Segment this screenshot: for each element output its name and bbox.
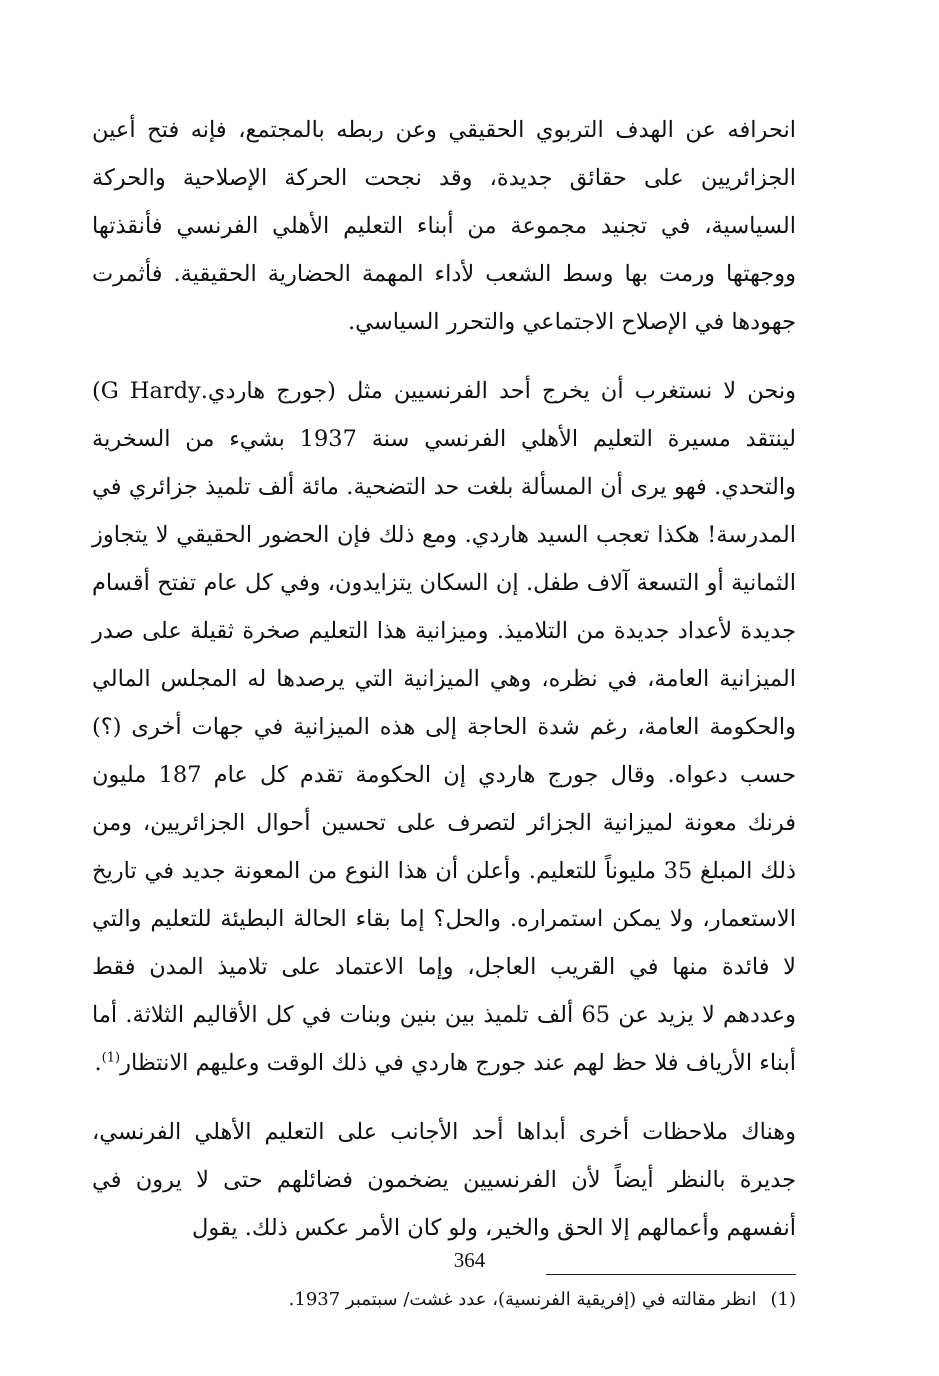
page-body xyxy=(92,92,797,1310)
footnote-text: انظر مقالته في (إفريقية الفرنسية)، عدد غشت/ سبتمبر 1937. xyxy=(288,1289,757,1310)
footnote xyxy=(92,1285,796,1315)
page-number: 364 xyxy=(453,1248,486,1272)
footnote-reference: (1) xyxy=(101,1050,121,1066)
paragraph-1: انحرافه عن الهدف التربوي الحقيقي وعن ربطه بالمجتمع، فإنه فتح أعين الجزائريين على حقائق جديدة، وقد نجحت الحركة الإصلاحية والحركة السياسية، في تجنيد مجموعة من أبناء التعليم الأهلي الفرنسي فأنقذتها ووجهتها ورمت بها وسط الشعب لأداء المهمة الحضارية الحقيقية. فأثمرت جهودها في الإصلاح الاجتماعي والتحرر السياسي. xyxy=(92,117,796,335)
paragraph-2 xyxy=(92,367,796,1087)
footnote-number: (1) xyxy=(770,1289,796,1310)
paragraph-2-end: . xyxy=(94,1050,102,1076)
paragraph-3: وهناك ملاحظات أخرى أبداها أحد الأجانب على التعليم الأهلي الفرنسي، جديرة بالنظر أيضاً لأن الفرنسيين يضخمون فضائلهم حتى لا يرون في أنفسهم وأعمالهم إلا الحق والخير، ولو كان الأمر عكس ذلك. يقول xyxy=(92,1119,796,1241)
paragraph-2-text: ونحن لا نستغرب أن يخرج أحد الفرنسيين مثل (جورج هاردي.G Hardy) لينتقد مسيرة التعليم الأهلي الفرنسي سنة 1937 بشيء من السخرية والتحدي. فهو يرى أن المسألة بلغت حد التضحية. مائة ألف تلميذ جزائري في المدرسة! هكذا تعجب السيد هاردي. ومع ذلك فإن الحضور الحقيقي لا يتجاوز الثمانية أو التسعة آلاف طفل. إن السكان يتزايدون، وفي كل عام تفتح أقسام جديدة لأعداد جديدة من التلاميذ. وميزانية هذا التعليم صخرة ثقيلة على صدر الميزانية العامة، في نظره، وهي الميزانية التي يرصدها له المجلس المالي والحكومة العامة، رغم شدة الحاجة إلى هذه الميزانية في جهات أخرى (؟) حسب دعواه. وقال جورج هاردي إن الحكومة تقدم كل عام 187 مليون فرنك معونة لميزانية الجزائر لتصرف على تحسين أحوال الجزائريين، ومن ذلك المبلغ 35 مليوناً للتعليم. وأعلن أن هذا النوع من المعونة جديد في تاريخ الاستعمار، ولا يمكن استمراره. والحل؟ إما بقاء الحالة البطيئة للتعليم والتي لا فائدة منها في القريب العاجل، وإما الاعتماد على تلاميذ المدن فقط وعددهم لا يزيد عن 65 ألف تلميذ بين بنين وبنات في كل الأقاليم الثلاثة. أما أبناء الأرياف فلا حظ لهم عند جورج هاردي في ذلك الوقت وعليهم الانتظار xyxy=(92,378,797,1076)
footnote-separator xyxy=(546,1274,796,1275)
